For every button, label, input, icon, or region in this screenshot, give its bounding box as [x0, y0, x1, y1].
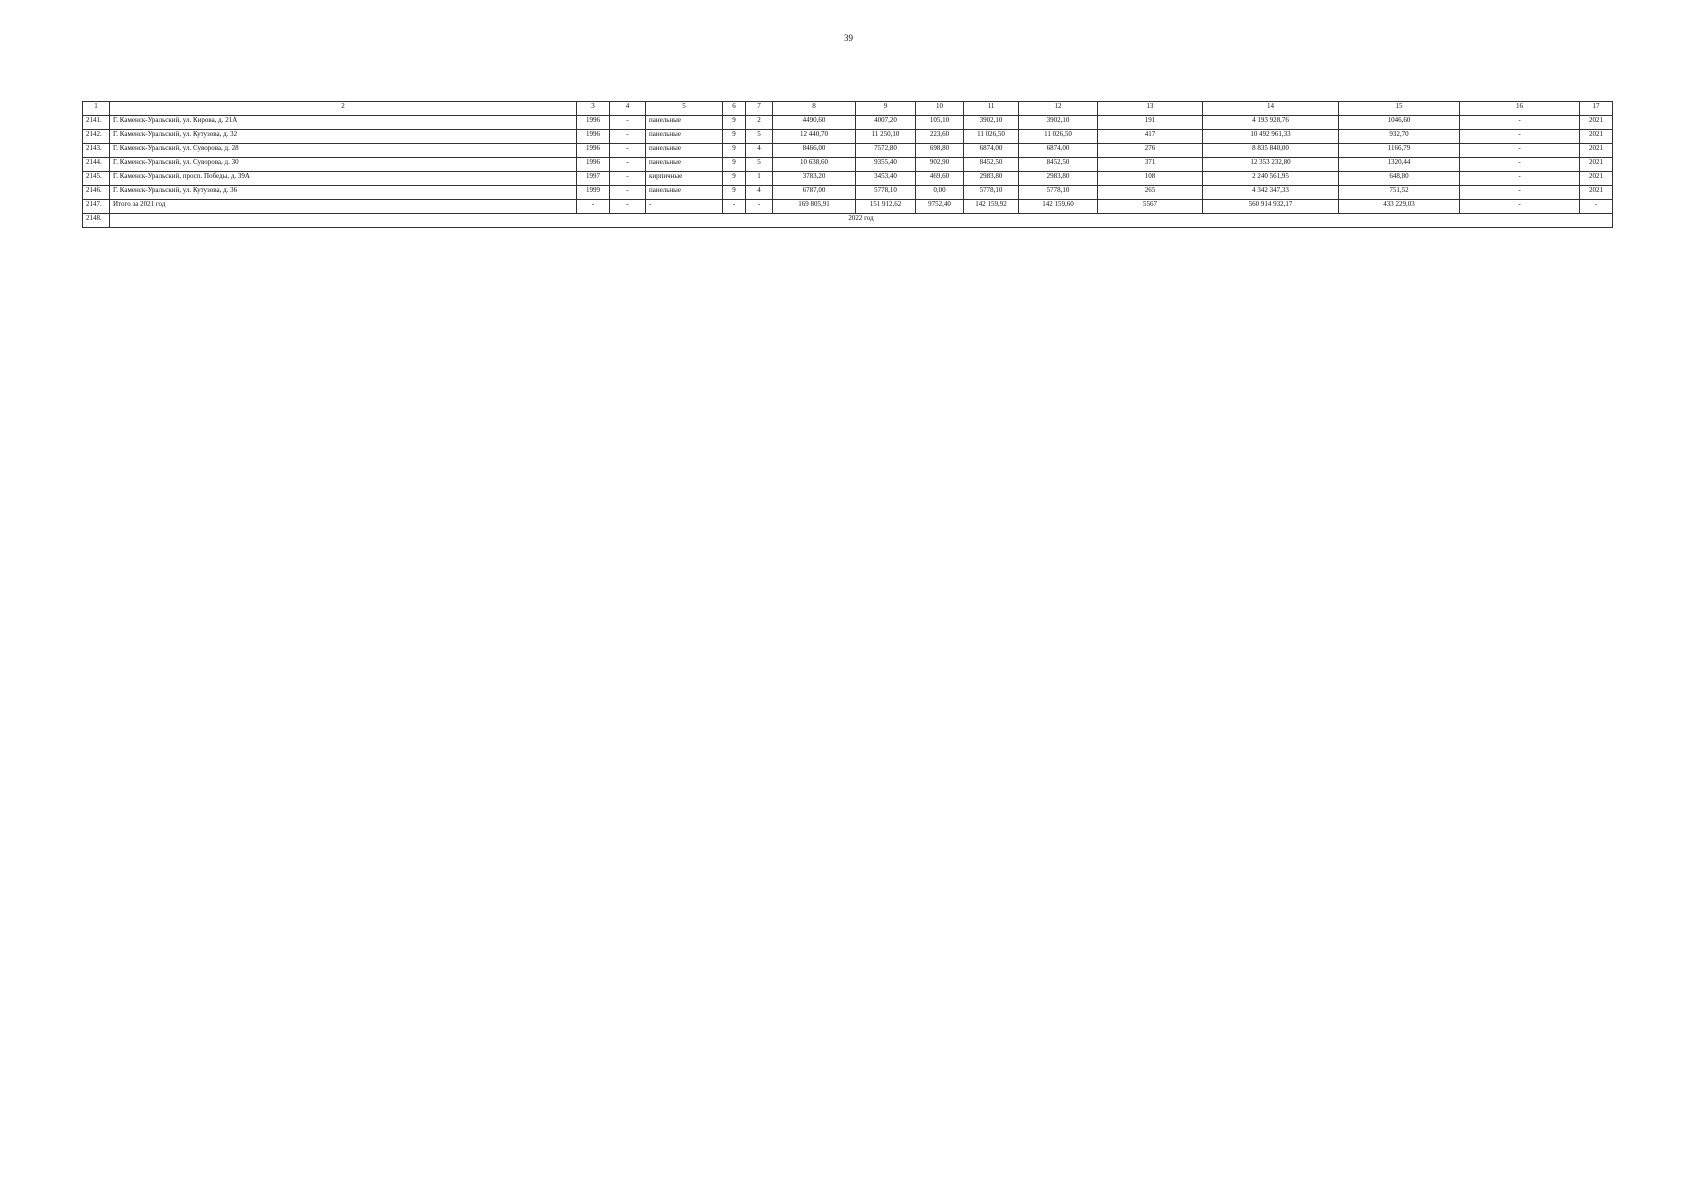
- column-number-cell: 2: [110, 102, 577, 116]
- cell-addr: Итого за 2021 год: [110, 200, 577, 214]
- cell-c16: -: [1460, 144, 1580, 158]
- cell-a4: 3902,10: [964, 116, 1019, 130]
- table-row: [83, 186, 1613, 200]
- cell-a4: 8452,50: [964, 158, 1019, 172]
- table-row: [83, 116, 1613, 130]
- cell-y1: 1999: [577, 186, 610, 200]
- cell-a2: 4007,20: [856, 116, 916, 130]
- cell-y1: 1996: [577, 116, 610, 130]
- cell-a4: 6874,00: [964, 144, 1019, 158]
- cell-unit: 433 229,03: [1339, 200, 1460, 214]
- cell-n: 2148.: [83, 214, 110, 228]
- cell-cost: 8 835 840,00: [1203, 144, 1339, 158]
- page-number: 39: [844, 33, 853, 43]
- cell-a4: 5778,10: [964, 186, 1019, 200]
- column-number-cell: 17: [1580, 102, 1613, 116]
- cell-a4: 2983,80: [964, 172, 1019, 186]
- cell-yr: 2021: [1580, 116, 1613, 130]
- cell-a1: 8466,00: [773, 144, 856, 158]
- column-number-row: [83, 102, 1613, 116]
- cell-unit: 1320,44: [1339, 158, 1460, 172]
- cell-n: 2144.: [83, 158, 110, 172]
- cell-y1: 1997: [577, 172, 610, 186]
- column-number-cell: 13: [1098, 102, 1203, 116]
- cell-unit: 751,52: [1339, 186, 1460, 200]
- column-number-cell: 9: [856, 102, 916, 116]
- cell-p: 5567: [1098, 200, 1203, 214]
- cell-a2: 5778,10: [856, 186, 916, 200]
- cell-unit: 932,70: [1339, 130, 1460, 144]
- cell-p: 191: [1098, 116, 1203, 130]
- cell-mat: -: [646, 200, 723, 214]
- cell-a2: 9355,40: [856, 158, 916, 172]
- cell-a5: 142 159,60: [1019, 200, 1098, 214]
- cell-f: 9: [723, 116, 746, 130]
- cell-addr: Г. Каменск-Уральский, просп. Победы, д. 39А: [110, 172, 577, 186]
- cell-y2: -: [610, 172, 646, 186]
- cell-addr: Г. Каменск-Уральский, ул. Кутузова, д. 32: [110, 130, 577, 144]
- cell-p: 371: [1098, 158, 1203, 172]
- column-number-cell: 10: [916, 102, 964, 116]
- cell-unit: 648,80: [1339, 172, 1460, 186]
- cell-a3: 105,10: [916, 116, 964, 130]
- cell-yr: 2021: [1580, 158, 1613, 172]
- cell-addr: Г. Каменск-Уральский, ул. Кирова, д. 21А: [110, 116, 577, 130]
- column-number-cell: 6: [723, 102, 746, 116]
- cell-e: 5: [746, 130, 773, 144]
- cell-a5: 2983,80: [1019, 172, 1098, 186]
- cell-f: 9: [723, 158, 746, 172]
- cell-mat: панельные: [646, 144, 723, 158]
- cell-a3: 902,90: [916, 158, 964, 172]
- cell-a2: 3453,40: [856, 172, 916, 186]
- cell-y2: -: [610, 186, 646, 200]
- cell-addr: Г. Каменск-Уральский, ул. Суворова, д. 30: [110, 158, 577, 172]
- column-number-cell: 4: [610, 102, 646, 116]
- cell-e: -: [746, 200, 773, 214]
- cell-a5: 5778,10: [1019, 186, 1098, 200]
- column-number-cell: 15: [1339, 102, 1460, 116]
- cell-n: 2145.: [83, 172, 110, 186]
- cell-a4: 11 026,50: [964, 130, 1019, 144]
- cell-a5: 11 026,50: [1019, 130, 1098, 144]
- cell-cost: 4 342 347,33: [1203, 186, 1339, 200]
- cell-c16: -: [1460, 116, 1580, 130]
- cell-e: 2: [746, 116, 773, 130]
- cell-a5: 3902,10: [1019, 116, 1098, 130]
- cell-e: 1: [746, 172, 773, 186]
- cell-y1: -: [577, 200, 610, 214]
- cell-a1: 10 638,60: [773, 158, 856, 172]
- column-number-cell: 1: [83, 102, 110, 116]
- cell-mat: панельные: [646, 186, 723, 200]
- cell-y2: -: [610, 130, 646, 144]
- cell-yr: 2021: [1580, 144, 1613, 158]
- cell-a3: 9752,40: [916, 200, 964, 214]
- cell-cost: 4 193 928,76: [1203, 116, 1339, 130]
- cell-f: 9: [723, 172, 746, 186]
- cell-c16: -: [1460, 158, 1580, 172]
- cell-p: 276: [1098, 144, 1203, 158]
- cell-y2: -: [610, 158, 646, 172]
- year-section-row: [83, 214, 1613, 228]
- cell-unit: 1046,60: [1339, 116, 1460, 130]
- cell-f: 9: [723, 186, 746, 200]
- cell-a1: 6787,00: [773, 186, 856, 200]
- cell-p: 265: [1098, 186, 1203, 200]
- cell-addr: Г. Каменск-Уральский, ул. Кутузова, д. 36: [110, 186, 577, 200]
- cell-n: 2143.: [83, 144, 110, 158]
- cell-mat: кирпичные: [646, 172, 723, 186]
- cell-e: 5: [746, 158, 773, 172]
- cell-a2: 11 250,10: [856, 130, 916, 144]
- cell-a4: 142 159,92: [964, 200, 1019, 214]
- table-row: [83, 158, 1613, 172]
- cell-f: 9: [723, 144, 746, 158]
- cell-p: 108: [1098, 172, 1203, 186]
- cell-c16: -: [1460, 200, 1580, 214]
- cell-y2: -: [610, 144, 646, 158]
- cell-addr: Г. Каменск-Уральский, ул. Суворова, д. 28: [110, 144, 577, 158]
- column-number-cell: 8: [773, 102, 856, 116]
- cell-y1: 1996: [577, 130, 610, 144]
- cell-a2: 7572,80: [856, 144, 916, 158]
- table-row: [83, 130, 1613, 144]
- cell-e: 4: [746, 144, 773, 158]
- cell-y1: 1996: [577, 144, 610, 158]
- cell-n: 2141.: [83, 116, 110, 130]
- cell-yr: -: [1580, 200, 1613, 214]
- table-row: [83, 172, 1613, 186]
- cell-c16: -: [1460, 130, 1580, 144]
- cell-mat: панельные: [646, 116, 723, 130]
- cell-cost: 12 353 232,80: [1203, 158, 1339, 172]
- year-label: 2022 год: [110, 214, 1613, 228]
- cell-p: 417: [1098, 130, 1203, 144]
- cell-cost: 10 492 961,33: [1203, 130, 1339, 144]
- cell-a1: 4490,60: [773, 116, 856, 130]
- column-number-cell: 14: [1203, 102, 1339, 116]
- cell-y2: -: [610, 200, 646, 214]
- cell-mat: панельные: [646, 158, 723, 172]
- cell-yr: 2021: [1580, 186, 1613, 200]
- cell-yr: 2021: [1580, 172, 1613, 186]
- cell-mat: панельные: [646, 130, 723, 144]
- cell-a5: 6874,00: [1019, 144, 1098, 158]
- column-number-cell: 12: [1019, 102, 1098, 116]
- column-number-cell: 11: [964, 102, 1019, 116]
- cell-a5: 8452,50: [1019, 158, 1098, 172]
- cell-yr: 2021: [1580, 130, 1613, 144]
- housing-registry-table: [82, 101, 1613, 228]
- cell-c16: -: [1460, 186, 1580, 200]
- cell-f: 9: [723, 130, 746, 144]
- cell-n: 2142.: [83, 130, 110, 144]
- column-number-cell: 7: [746, 102, 773, 116]
- cell-n: 2146.: [83, 186, 110, 200]
- cell-a2: 151 912,62: [856, 200, 916, 214]
- cell-y1: 1996: [577, 158, 610, 172]
- cell-a1: 3783,20: [773, 172, 856, 186]
- cell-e: 4: [746, 186, 773, 200]
- cell-a1: 12 440,70: [773, 130, 856, 144]
- cell-a1: 169 805,91: [773, 200, 856, 214]
- column-number-cell: 5: [646, 102, 723, 116]
- table-row: [83, 200, 1613, 214]
- table-row: [83, 144, 1613, 158]
- cell-n: 2147.: [83, 200, 110, 214]
- cell-y2: -: [610, 116, 646, 130]
- cell-cost: 560 914 932,17: [1203, 200, 1339, 214]
- cell-a3: 223,60: [916, 130, 964, 144]
- cell-unit: 1166,79: [1339, 144, 1460, 158]
- cell-f: -: [723, 200, 746, 214]
- cell-c16: -: [1460, 172, 1580, 186]
- cell-cost: 2 240 561,95: [1203, 172, 1339, 186]
- cell-a3: 698,80: [916, 144, 964, 158]
- cell-a3: 0,00: [916, 186, 964, 200]
- column-number-cell: 3: [577, 102, 610, 116]
- cell-a3: 469,60: [916, 172, 964, 186]
- column-number-cell: 16: [1460, 102, 1580, 116]
